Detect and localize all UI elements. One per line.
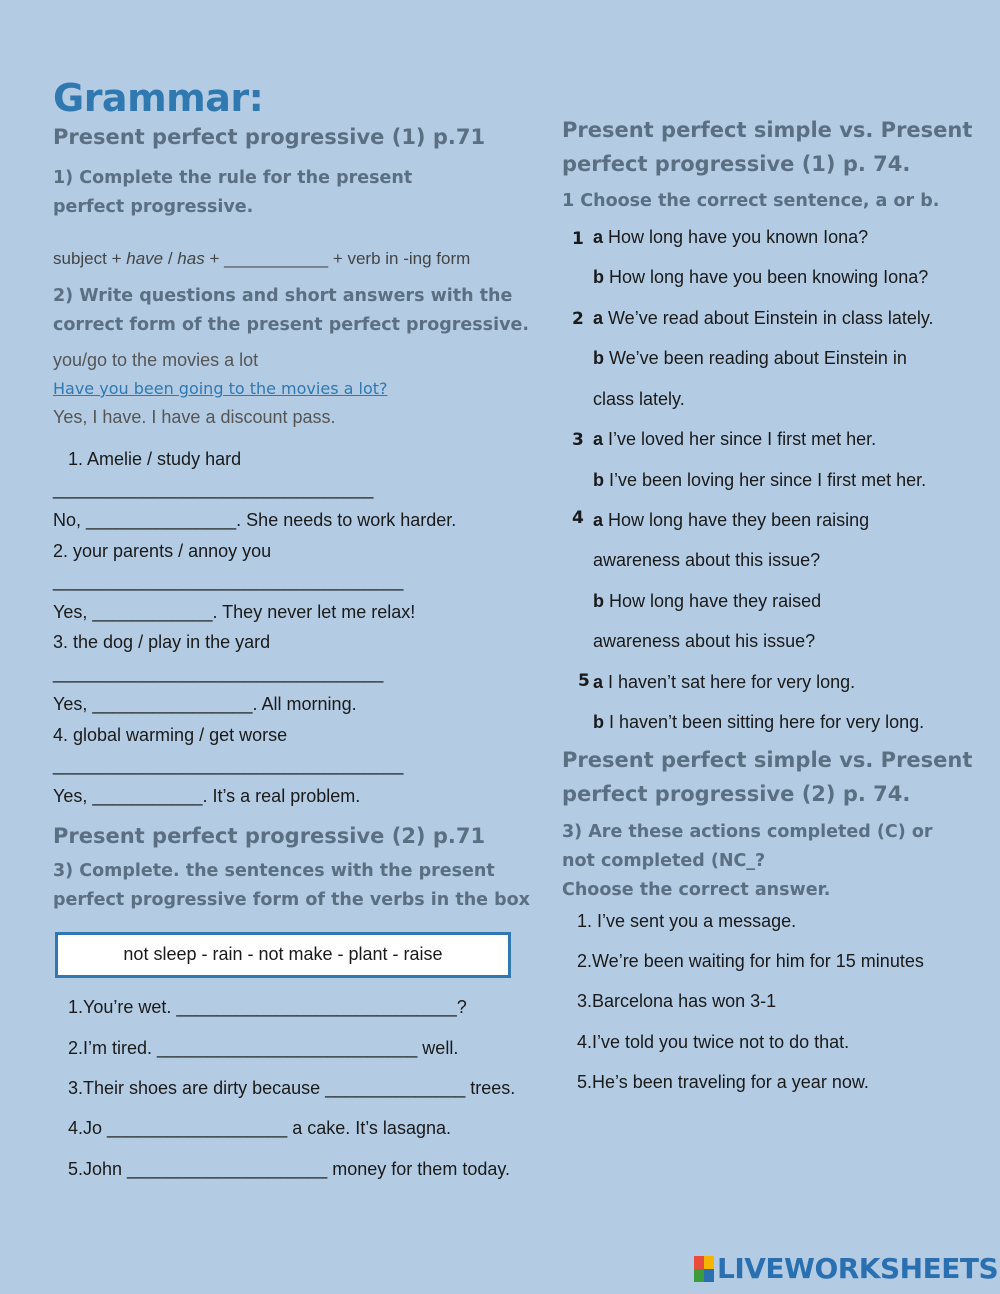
choice-4-number: 4: [572, 508, 584, 528]
complete-item-2[interactable]: 2.I’m tired. __________________________ well.: [68, 1038, 459, 1058]
example-prompt: you/go to the movies a lot: [53, 350, 259, 370]
rule-has: has: [177, 249, 205, 268]
choice-1a[interactable]: a How long have you known Iona?: [593, 227, 869, 247]
cnc-item-3[interactable]: 3.Barcelona has won 3-1: [577, 991, 777, 1011]
rule-have: have: [126, 249, 164, 268]
choice-5a[interactable]: a I haven’t sat here for very long.: [593, 672, 856, 692]
section-heading-ppsvppp1-line1: Present perfect simple vs. Present: [562, 118, 973, 142]
instruction-complete-line2: perfect progressive form of the verbs in the box: [53, 890, 530, 910]
example-answer: Have you been going to the movies a lot?: [53, 379, 388, 398]
instruction-choose: 1 Choose the correct sentence, a or b.: [562, 191, 940, 211]
question-4-answer[interactable]: Yes, ___________. It’s a real problem.: [53, 786, 361, 806]
question-4-prompt: 4. global warming / get worse: [53, 725, 288, 745]
choice-4a-continued: awareness about this issue?: [593, 550, 821, 570]
rule-blank-input[interactable]: [237, 253, 350, 269]
question-1-prompt: 1. Amelie / study hard: [68, 449, 242, 469]
liveworksheets-logo[interactable]: [694, 1252, 998, 1285]
question-2-blank[interactable]: ___________________________________: [53, 571, 404, 591]
question-1-answer[interactable]: No, _______________. She needs to work harder.: [53, 510, 457, 530]
choice-3b[interactable]: b I’ve been loving her since I first met her.: [593, 470, 927, 490]
section-heading-ppsvppp1-line2: perfect progressive (1) p. 74.: [562, 152, 911, 176]
choice-4b-continued: awareness about his issue?: [593, 631, 816, 651]
cnc-item-5[interactable]: 5.He’s been traveling for a year now.: [577, 1072, 869, 1092]
rule-subject: subject +: [53, 249, 127, 268]
complete-item-1[interactable]: 1.You’re wet. ____________________________?: [68, 997, 467, 1017]
complete-item-3[interactable]: 3.Their shoes are dirty because ______________ trees.: [68, 1078, 516, 1098]
question-2-prompt: 2. your parents / annoy you: [53, 541, 272, 561]
instruction-questions-line2: correct form of the present perfect progressive.: [53, 315, 529, 335]
choice-2b-continued: class lately.: [593, 389, 685, 409]
instruction-cnc-line2: not completed (NC_?: [562, 851, 766, 871]
cnc-item-4[interactable]: 4.I’ve told you twice not to do that.: [577, 1032, 850, 1052]
choice-2a[interactable]: a We’ve read about Einstein in class lately.: [593, 308, 934, 328]
question-3-blank[interactable]: _________________________________: [53, 663, 384, 683]
question-3-prompt: 3. the dog / play in the yard: [53, 632, 271, 652]
question-1-blank[interactable]: ________________________________: [53, 479, 374, 499]
instruction-complete-rule-line1: 1) Complete the rule for the present: [53, 168, 413, 188]
choice-1-number: 1: [572, 229, 584, 249]
choice-4a[interactable]: a How long have they been raising: [593, 510, 870, 530]
choice-2-number: 2: [572, 309, 584, 329]
instruction-complete-line1: 3) Complete. the sentences with the present: [53, 861, 495, 881]
word-box: [55, 932, 511, 978]
choice-3a[interactable]: a I’ve loved her since I first met her.: [593, 429, 877, 449]
question-2-answer[interactable]: Yes, ____________. They never let me relax!: [53, 602, 416, 622]
choice-5b[interactable]: b I haven’t been sitting here for very long.: [593, 712, 925, 732]
cnc-item-2[interactable]: 2.We’re been waiting for him for 15 minutes: [577, 951, 924, 971]
complete-item-4[interactable]: 4.Jo __________________ a cake. It’s lasagna.: [68, 1118, 451, 1138]
choice-4b[interactable]: b How long have they raised: [593, 591, 822, 611]
section-heading-ppp1: Present perfect progressive (1) p.71: [53, 125, 486, 149]
liveworksheets-logo-text: LIVEWORKSHEETS: [717, 1252, 999, 1285]
section-heading-ppp2: Present perfect progressive (2) p.71: [53, 824, 486, 848]
rule-slash: /: [163, 249, 178, 268]
word-box-text: not sleep - rain - not make - plant - raise: [123, 944, 443, 964]
choice-3-number: 3: [572, 430, 584, 450]
choice-1b[interactable]: b How long have you been knowing Iona?: [593, 267, 929, 287]
question-4-blank[interactable]: ___________________________________: [53, 755, 404, 775]
liveworksheets-logo-icon: [694, 1256, 714, 1282]
instruction-cnc-line3: Choose the correct answer.: [562, 880, 831, 900]
instruction-cnc-line1: 3) Are these actions completed (C) or: [562, 822, 933, 842]
choice-2b[interactable]: b We’ve been reading about Einstein in: [593, 348, 907, 368]
instruction-questions-line1: 2) Write questions and short answers with the: [53, 286, 513, 306]
page-title: Grammar:: [53, 76, 264, 120]
example-short-answer: Yes, I have. I have a discount pass.: [53, 407, 336, 427]
rule-rest: + ___________ + verb in -ing form: [204, 249, 471, 268]
complete-item-5[interactable]: 5.John ____________________ money for them today.: [68, 1159, 511, 1179]
instruction-complete-rule-line2: perfect progressive.: [53, 197, 254, 217]
section-heading-ppsvppp2-line1: Present perfect simple vs. Present: [562, 748, 973, 772]
question-3-answer[interactable]: Yes, ________________. All morning.: [53, 694, 357, 714]
section-heading-ppsvppp2-line2: perfect progressive (2) p. 74.: [562, 782, 911, 806]
choice-5-number: 5: [578, 671, 590, 691]
cnc-item-1[interactable]: 1. I’ve sent you a message.: [577, 911, 797, 931]
